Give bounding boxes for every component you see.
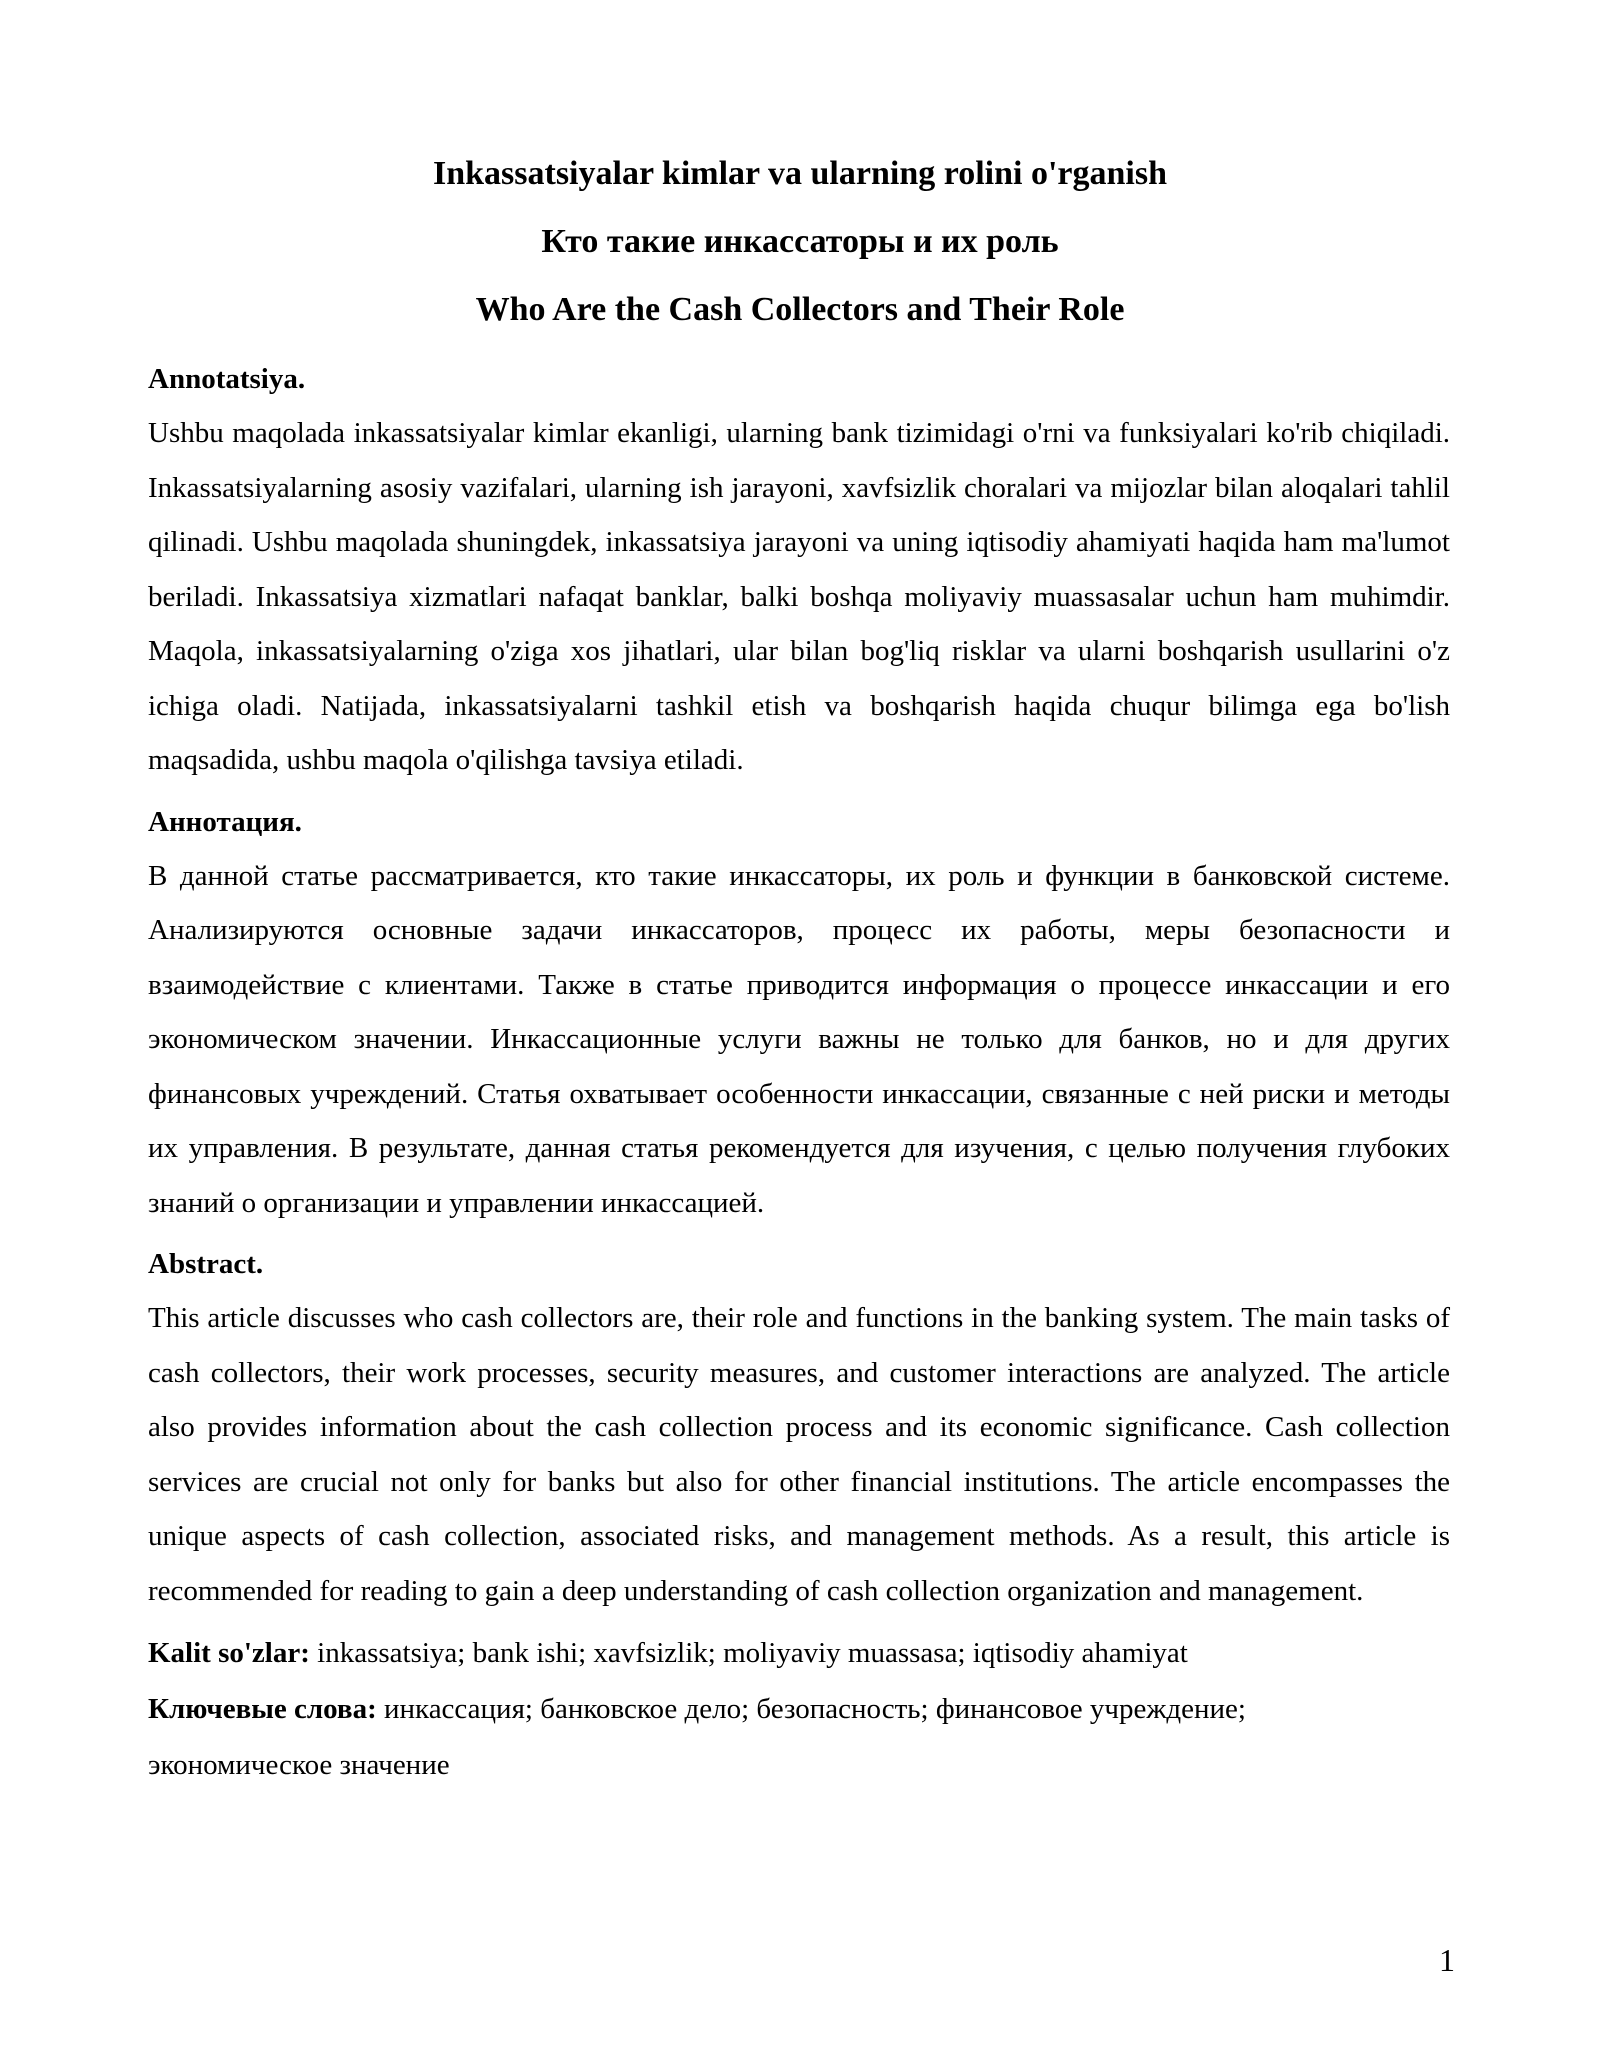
title-russian: Кто такие инкассаторы и их роль (541, 223, 1059, 260)
abstract-uz-heading: Annotatsiya. (148, 363, 306, 395)
keywords-ru-text: инкассация; банковское дело; безопасность; финансовое учреждение; экономическое значение (148, 1693, 1246, 1781)
title-block (0, 140, 1600, 344)
keywords-uz-text: inkassatsiya; bank ishi; xavfsizlik; moliyaviy muassasa; iqtisodiy ahamiyat (309, 1637, 1188, 1669)
abstract-en-text: This article discusses who cash collectors are, their role and functions in the banking system. The main tasks of cash collectors, their work processes, security measures, and customer interactions are analyzed. The article also provides information about the cash collection process and its economic significance. Cash collection services are crucial not only for banks but also for other financial institutions. The article encompasses the unique aspects of cash collection, associated risks, and management methods. As a result, this article is recommended for reading to gain a deep understanding of cash collection organization and management. (148, 1302, 1450, 1607)
abstract-en-heading: Abstract. (148, 1248, 264, 1280)
keywords-uz-label: Kalit so'zlar: (148, 1637, 310, 1669)
keywords-ru (148, 1681, 1378, 1793)
document-body (148, 352, 1450, 1793)
page-number: 1 (1439, 1942, 1455, 1978)
abstract-ru-heading: Аннотация. (148, 805, 302, 838)
title-english: Who Are the Cash Collectors and Their Role (475, 291, 1125, 328)
title-uzbek: Inkassatsiyalar kimlar va ularning rolini o'rganish (432, 155, 1167, 192)
abstract-ru-text: В данной статье рассматривается, кто такие инкассаторы, их роль и функции в банковской системе. Анализируются основные задачи инкассаторов, процесс их работы, меры безопасности и взаимодействие с клиентами. Также в статье приводится информация о процессе инкассации и его экономическом значении. Инкассационные услуги важны не только для банков, но и для других финансовых учреждений. Статья охватывает особенности инкассации, связанные с ней риски и методы их управления. В результате, данная статья рекомендуется для изучения, с целью получения глубоких знаний о организации и управлении инкассацией. (148, 859, 1450, 1219)
keywords-uz (148, 1625, 1450, 1681)
abstract-uz-text: Ushbu maqolada inkassatsiyalar kimlar ekanligi, ularning bank tizimidagi o'rni va funksiyalari ko'rib chiqiladi. Inkassatsiyalarning asosiy vazifalari, ularning ish jarayoni, xavfsizlik choralari va mijozlar bilan aloqalari tahlil qilinadi. Ushbu maqolada shuningdek, inkassatsiya jarayoni va uning iqtisodiy ahamiyati haqida ham ma'lumot beriladi. Inkassatsiya xizmatlari nafaqat banklar, balki boshqa moliyaviy muassasalar uchun ham muhimdir. Maqola, inkassatsiyalarning o'ziga xos jihatlari, ular bilan bog'liq risklar va ularni boshqarish usullarini o'z ichiga oladi. Natijada, inkassatsiyalarni tashkil etish va boshqarish haqida chuqur bilimga ega bo'lish maqsadida, ushbu maqola o'qilishga tavsiya etiladi. (148, 417, 1450, 776)
keywords-ru-label: Ключевые слова: (148, 1693, 377, 1725)
